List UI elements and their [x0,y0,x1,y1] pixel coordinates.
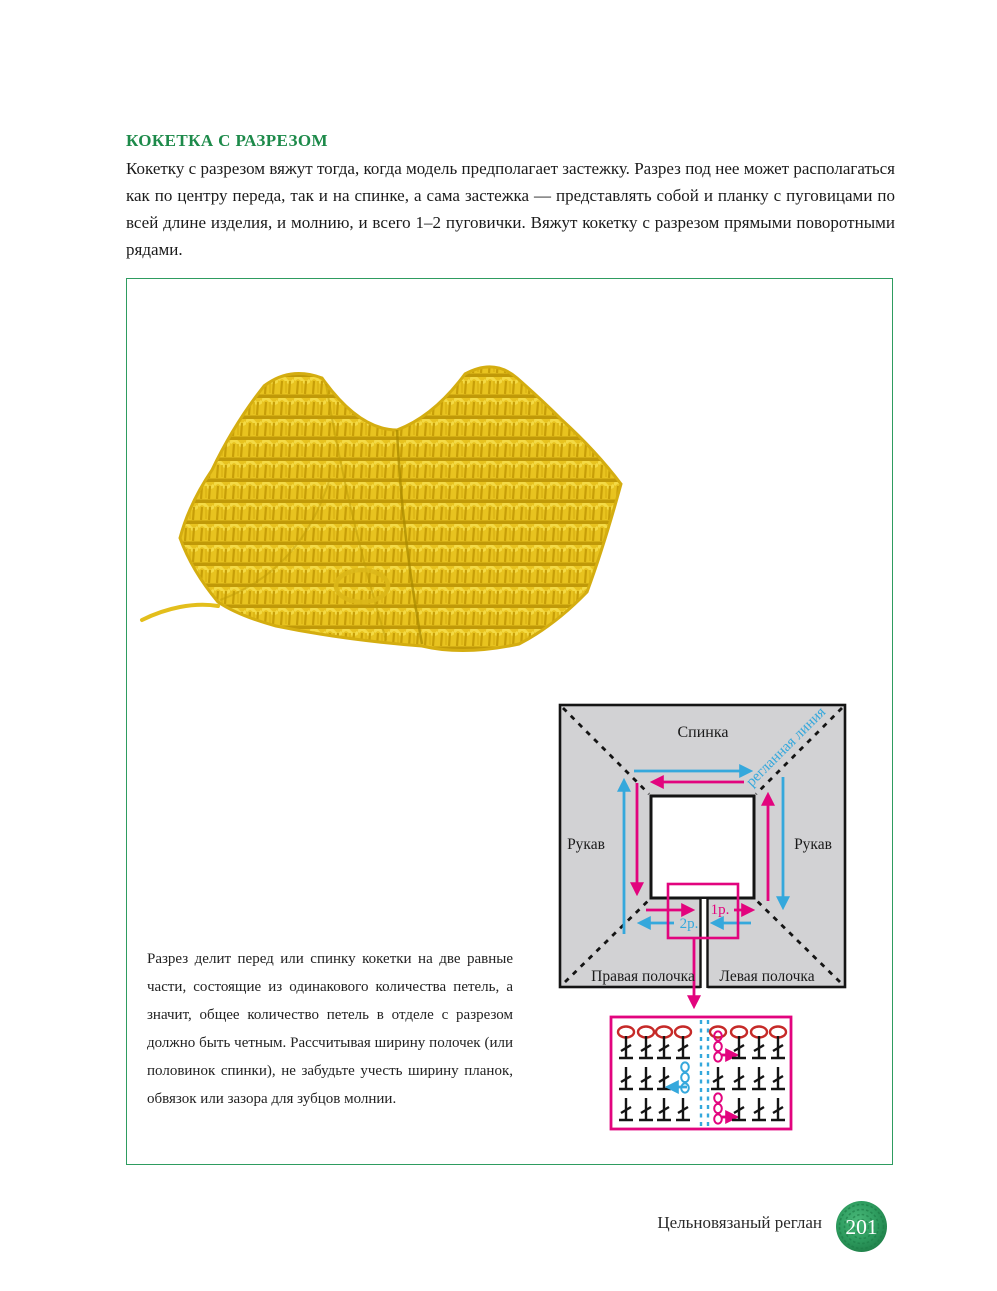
right-front-label: Правая полочка [591,968,695,985]
yoke-silhouette [180,367,621,651]
sleeve-left-label: Рукав [567,836,605,853]
row2-label: 2р. [679,916,699,932]
back-label: Спинка [677,724,729,741]
intro-paragraph: Кокетку с разрезом вяжут тогда, когда модель предполагает застежку. Разрез под нее может располагаться как по центру переда, так и на спинке, а сама застежка — представлять собой и планку с пуговицами по всей длине изделия, и молнию, и всего 1–2 пуговички. Вяжут кокетку с разрезом прямыми поворотными рядами. [126,159,895,259]
left-front-label: Левая полочка [719,968,815,985]
raglan-line-label: регланная линия [743,704,830,791]
page-number: 201 [845,1215,878,1239]
raglan-diagram [546,696,856,1146]
figure-caption: Разрез делит перед или спинку кокетки на две равные части, состоящие из одинакового количества петель, а значит, общее количество петель в отделе с разрезом должно быть четным. Рассчитывая ширину полочек (или половинок спинки), не забудьте учесть ширину планок, обвязок или зазора для зубцов молнии. [147,951,513,1107]
figure-box [126,278,893,1165]
page-number-badge [835,1200,888,1253]
yarn-tail [142,605,218,620]
page-title: КОКЕТКА С РАЗРЕЗОМ [126,131,328,150]
yoke-photo [134,356,894,676]
footer-chapter: Цельновязаный реглан [657,1213,822,1232]
sleeve-right-label: Рукав [794,836,832,853]
row1-label: 1р. [710,902,730,918]
